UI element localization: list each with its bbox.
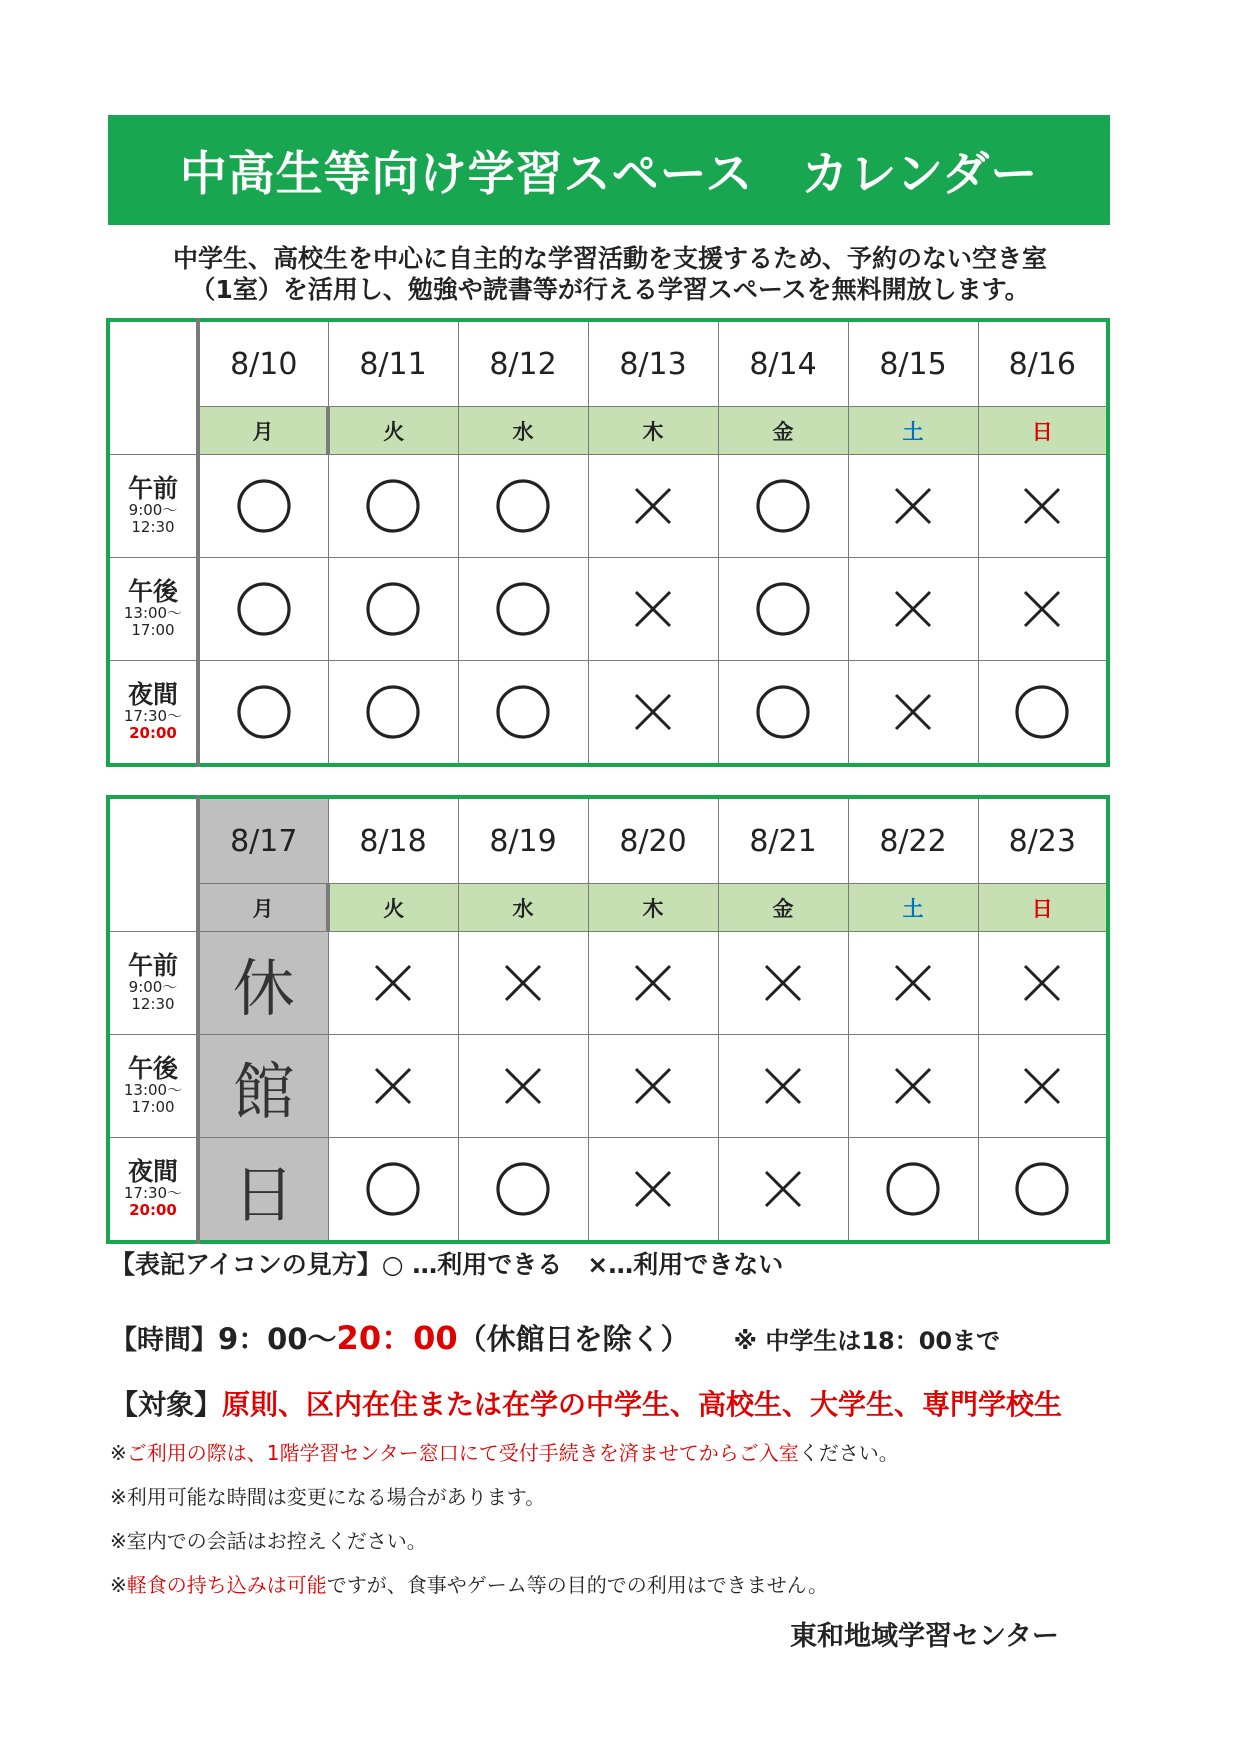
available-circle-icon xyxy=(494,580,552,638)
closed-day-char: 館 xyxy=(232,1054,295,1128)
weekday-cell xyxy=(848,884,978,932)
slot-end: 20:00 xyxy=(129,1201,177,1219)
available-circle-icon xyxy=(754,580,812,638)
date-cell xyxy=(198,320,328,407)
slot-end: 17:00 xyxy=(131,1098,175,1116)
slot-start: 9:00～ xyxy=(128,501,178,519)
weekday-cell xyxy=(718,884,848,932)
availability-cell xyxy=(328,558,458,661)
title-banner xyxy=(108,115,1110,225)
date-cell xyxy=(588,797,718,884)
unavailable-cross-icon xyxy=(761,1064,805,1108)
weekday-cell xyxy=(978,407,1108,455)
availability-cell xyxy=(588,932,718,1035)
unavailable-cross-icon xyxy=(761,1167,805,1211)
availability-cell xyxy=(458,1035,588,1138)
availability-cell xyxy=(978,1035,1108,1138)
availability-cell xyxy=(718,661,848,766)
calendar-week-1 xyxy=(106,318,1110,767)
unavailable-cross-icon xyxy=(891,961,935,1005)
availability-cell xyxy=(198,661,328,766)
available-circle-icon xyxy=(235,683,293,741)
unavailable-cross-icon xyxy=(761,961,805,1005)
weekday-label: 木 xyxy=(642,419,664,444)
junior-high-note: ※ 中学生は18：00まで xyxy=(733,1327,1001,1355)
date-label: 8/14 xyxy=(749,346,817,382)
date-label: 8/13 xyxy=(619,346,687,382)
target-line xyxy=(110,1383,1130,1423)
unavailable-cross-icon xyxy=(1020,1064,1064,1108)
target-label: 【対象】 xyxy=(110,1388,223,1421)
available-circle-icon xyxy=(754,477,812,535)
weekday-cell xyxy=(588,884,718,932)
availability-cell xyxy=(328,932,458,1035)
unavailable-cross-icon xyxy=(891,1064,935,1108)
note-food-prefix: ※ xyxy=(110,1573,127,1597)
slot-name: 午後 xyxy=(127,1054,178,1083)
available-circle-icon xyxy=(494,477,552,535)
availability-cell xyxy=(718,455,848,558)
date-label: 8/20 xyxy=(619,823,687,859)
note-food xyxy=(110,1569,1130,1598)
closed-day-char: 日 xyxy=(232,1157,295,1231)
slot-name: 午後 xyxy=(127,577,178,606)
weekday-cell xyxy=(198,884,328,932)
intro-text xyxy=(110,243,1110,305)
unavailable-cross-icon xyxy=(631,1064,675,1108)
availability-cell xyxy=(718,1138,848,1243)
availability-cell xyxy=(328,455,458,558)
hours-line xyxy=(110,1313,1130,1359)
weekday-cell xyxy=(718,407,848,455)
weekday-label: 金 xyxy=(772,896,794,921)
organization-name: 東和地域学習センター xyxy=(790,1621,1059,1652)
weekday-cell xyxy=(328,884,458,932)
closed-day-char: 休 xyxy=(232,951,295,1025)
unavailable-cross-icon xyxy=(631,690,675,734)
weekday-label: 月 xyxy=(252,896,274,921)
available-circle-icon xyxy=(494,683,552,741)
note-hours-change: ※利用可能な時間は変更になる場合があります。 xyxy=(110,1485,546,1509)
availability-cell xyxy=(848,661,978,766)
date-cell xyxy=(848,320,978,407)
weekday-cell xyxy=(588,407,718,455)
available-circle-icon xyxy=(754,683,812,741)
availability-cell xyxy=(328,1138,458,1243)
availability-cell xyxy=(848,558,978,661)
hours-label: 【時間】 xyxy=(110,1325,218,1356)
date-label: 8/15 xyxy=(879,346,947,382)
weekday-cell xyxy=(978,884,1108,932)
unavailable-cross-icon xyxy=(1020,484,1064,528)
hours-exception: （休館日を除く） xyxy=(457,1322,690,1356)
date-label: 8/16 xyxy=(1008,346,1076,382)
date-cell xyxy=(718,320,848,407)
availability-cell xyxy=(458,558,588,661)
unavailable-cross-icon xyxy=(371,961,415,1005)
date-label: 8/11 xyxy=(359,346,427,382)
date-label: 8/21 xyxy=(749,823,817,859)
availability-cell xyxy=(458,661,588,766)
slot-end: 20:00 xyxy=(129,724,177,742)
availability-cell xyxy=(978,455,1108,558)
weekday-label: 金 xyxy=(772,419,794,444)
time-slot-label xyxy=(108,455,198,558)
note-reception-tail: ください。 xyxy=(798,1441,899,1465)
slot-start: 17:30～ xyxy=(123,1184,183,1202)
availability-cell xyxy=(328,1035,458,1138)
availability-cell xyxy=(978,661,1108,766)
unavailable-cross-icon xyxy=(631,1167,675,1211)
note-food-red: 軽食の持ち込みは可能 xyxy=(126,1573,327,1597)
note-reception xyxy=(110,1437,1130,1466)
available-circle-icon xyxy=(1013,1160,1071,1218)
corner-cell xyxy=(108,797,198,932)
unavailable-cross-icon xyxy=(891,587,935,631)
unavailable-cross-icon xyxy=(891,484,935,528)
availability-cell xyxy=(198,558,328,661)
weekday-label: 木 xyxy=(642,896,664,921)
available-circle-icon xyxy=(235,580,293,638)
weekday-cell xyxy=(848,407,978,455)
slot-end: 17:00 xyxy=(131,621,175,639)
closed-day-cell xyxy=(198,1138,328,1243)
unavailable-cross-icon xyxy=(631,484,675,528)
availability-cell xyxy=(718,932,848,1035)
weekday-label: 日 xyxy=(1031,896,1053,921)
availability-cell xyxy=(718,1035,848,1138)
availability-cell xyxy=(978,1138,1108,1243)
weekday-label: 日 xyxy=(1031,419,1053,444)
availability-cell xyxy=(458,1138,588,1243)
available-circle-icon xyxy=(1013,683,1071,741)
weekday-label: 土 xyxy=(902,419,924,444)
date-cell xyxy=(978,797,1108,884)
slot-name: 午前 xyxy=(127,951,178,980)
slot-start: 17:30～ xyxy=(123,707,183,725)
weekday-cell xyxy=(458,884,588,932)
slot-start: 9:00～ xyxy=(128,978,178,996)
availability-cell xyxy=(588,455,718,558)
date-cell xyxy=(718,797,848,884)
unavailable-cross-icon xyxy=(631,587,675,631)
date-label: 8/23 xyxy=(1008,823,1076,859)
weekday-cell xyxy=(198,407,328,455)
date-cell xyxy=(458,797,588,884)
date-cell xyxy=(328,320,458,407)
note-quiet: ※室内での会話はお控えください。 xyxy=(110,1529,427,1553)
time-slot-label xyxy=(108,661,198,766)
availability-cell xyxy=(718,558,848,661)
availability-cell xyxy=(978,932,1108,1035)
time-slot-label xyxy=(108,932,198,1035)
target-text: 原則、区内在住または在学の中学生、高校生、大学生、専門学校生 xyxy=(222,1388,1063,1421)
calendar-week-2 xyxy=(106,795,1110,1244)
intro-line-2: （1室）を活用し、勉強や読書等が行える学習スペースを無料開放します。 xyxy=(190,275,1030,304)
availability-cell xyxy=(588,558,718,661)
available-circle-icon xyxy=(364,580,422,638)
date-cell xyxy=(848,797,978,884)
slot-name: 午前 xyxy=(127,474,178,503)
slot-name: 夜間 xyxy=(127,1157,178,1186)
availability-cell xyxy=(198,455,328,558)
availability-cell xyxy=(978,558,1108,661)
weekday-label: 土 xyxy=(902,896,924,921)
availability-cell xyxy=(848,932,978,1035)
available-circle-icon xyxy=(235,477,293,535)
date-cell xyxy=(328,797,458,884)
page-title: 中高生等向け学習スペース カレンダー xyxy=(179,146,1039,202)
availability-cell xyxy=(848,455,978,558)
closed-day-cell xyxy=(198,932,328,1035)
date-label: 8/18 xyxy=(359,823,427,859)
unavailable-cross-icon xyxy=(631,961,675,1005)
availability-cell xyxy=(588,661,718,766)
slot-start: 13:00～ xyxy=(123,1081,183,1099)
time-slot-label xyxy=(108,1138,198,1243)
weekday-label: 月 xyxy=(252,419,274,444)
note-reception-red: ご利用の際は、1階学習センター窓口にて受付手続きを済ませてからご入室 xyxy=(126,1441,799,1465)
hours-start: 9：00～ xyxy=(218,1322,337,1356)
note-food-tail: ですが、食事やゲーム等の目的での利用はできません。 xyxy=(326,1573,828,1597)
available-circle-icon xyxy=(364,477,422,535)
unavailable-cross-icon xyxy=(371,1064,415,1108)
corner-cell xyxy=(108,320,198,455)
time-slot-label xyxy=(108,558,198,661)
availability-cell xyxy=(328,661,458,766)
availability-cell xyxy=(588,1035,718,1138)
time-slot-label xyxy=(108,1035,198,1138)
availability-cell xyxy=(848,1035,978,1138)
date-cell xyxy=(198,797,328,884)
icon-legend: 【表記アイコンの見方】○ …利用できる ×…利用できない xyxy=(110,1250,784,1279)
date-label: 8/22 xyxy=(879,823,947,859)
unavailable-cross-icon xyxy=(1020,961,1064,1005)
closed-day-cell xyxy=(198,1035,328,1138)
available-circle-icon xyxy=(494,1160,552,1218)
unavailable-cross-icon xyxy=(1020,587,1064,631)
availability-cell xyxy=(458,455,588,558)
date-cell xyxy=(978,320,1108,407)
weekday-label: 火 xyxy=(383,896,405,921)
unavailable-cross-icon xyxy=(501,961,545,1005)
slot-name: 夜間 xyxy=(127,680,178,709)
availability-cell xyxy=(588,1138,718,1243)
availability-cell xyxy=(848,1138,978,1243)
unavailable-cross-icon xyxy=(891,690,935,734)
available-circle-icon xyxy=(364,683,422,741)
intro-line-1: 中学生、高校生を中心に自主的な学習活動を支援するため、予約のない空き室 xyxy=(172,244,1047,273)
hours-end: 20：00 xyxy=(336,1319,458,1357)
slot-end: 12:30 xyxy=(131,995,175,1013)
weekday-label: 水 xyxy=(512,896,534,921)
date-label: 8/12 xyxy=(489,346,557,382)
date-label: 8/17 xyxy=(230,823,298,859)
weekday-cell xyxy=(458,407,588,455)
slot-end: 12:30 xyxy=(131,518,175,536)
date-label: 8/19 xyxy=(489,823,557,859)
weekday-label: 火 xyxy=(383,419,405,444)
date-cell xyxy=(588,320,718,407)
availability-cell xyxy=(458,932,588,1035)
note-reception-prefix: ※ xyxy=(110,1441,127,1465)
available-circle-icon xyxy=(884,1160,942,1218)
weekday-label: 水 xyxy=(512,419,534,444)
slot-start: 13:00～ xyxy=(123,604,183,622)
available-circle-icon xyxy=(364,1160,422,1218)
unavailable-cross-icon xyxy=(501,1064,545,1108)
date-cell xyxy=(458,320,588,407)
date-label: 8/10 xyxy=(230,346,298,382)
weekday-cell xyxy=(328,407,458,455)
